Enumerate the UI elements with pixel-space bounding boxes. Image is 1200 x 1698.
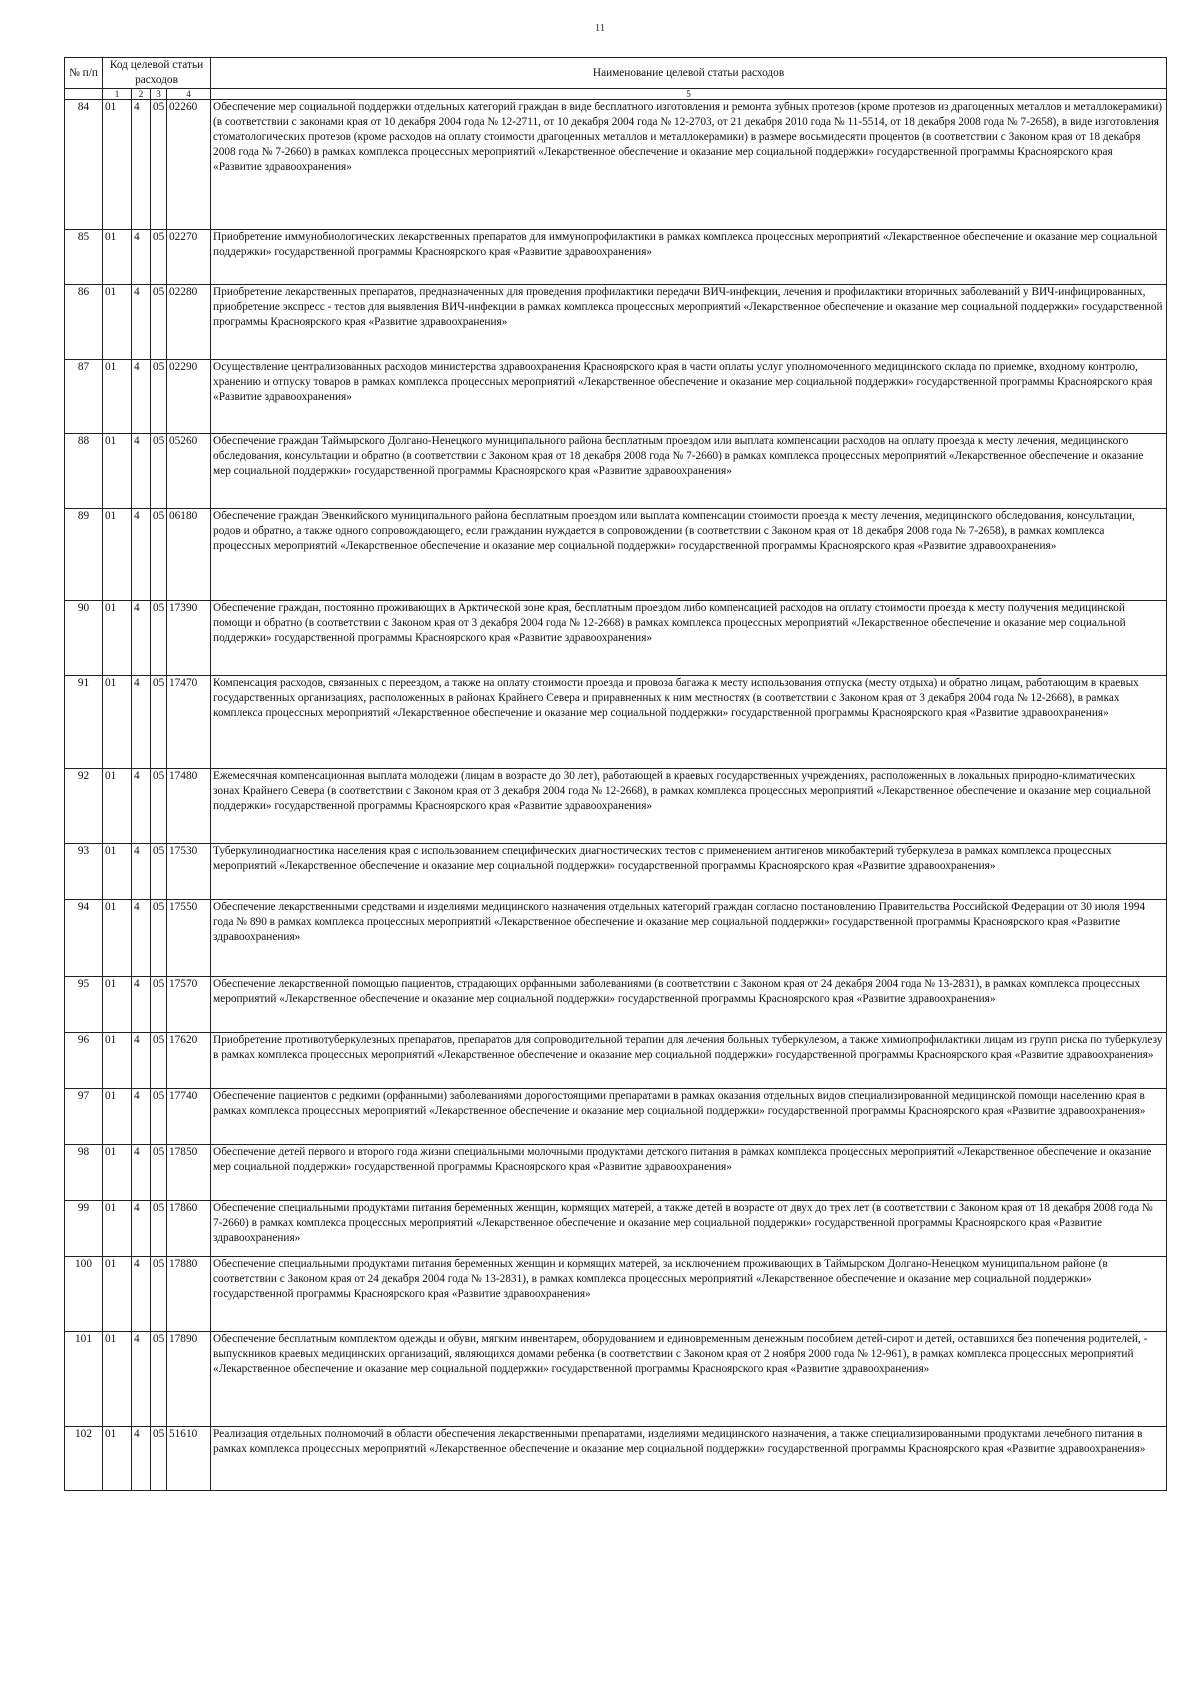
code-part-2-cell: 4 <box>132 844 151 900</box>
code-part-3-cell: 05 <box>151 977 167 1033</box>
article-name-cell: Компенсация расходов, связанных с переездом, а также на оплату стоимости проезда и провоза багажа к месту использования отпуска (месту отдыха) и обратно лицам, работающим в краевых государственных организациях, расположенных в районах Крайнего Севера и приравненных к ним местностях (в соответствии с Законом края от 3 декабря 2004 года № 12-2668), в рамках комплекса процессных мероприятий «Лекарственное обеспечение и оказание мер социальной поддержки» государственной программы Красноярского края «Развитие здравоохранения» <box>211 676 1167 769</box>
row-number-cell: 92 <box>65 769 103 844</box>
code-part-2-cell: 4 <box>132 1201 151 1257</box>
code-part-1-cell: 01 <box>103 1257 132 1332</box>
code-part-1-cell: 01 <box>103 1332 132 1427</box>
code-part-1-cell: 01 <box>103 900 132 977</box>
code-part-3-cell: 05 <box>151 1033 167 1089</box>
code-part-2-cell: 4 <box>132 601 151 676</box>
row-number-cell: 84 <box>65 100 103 230</box>
code-part-3-cell: 05 <box>151 509 167 601</box>
code-part-1-cell: 01 <box>103 230 132 285</box>
code-part-2-cell: 4 <box>132 230 151 285</box>
code-part-1-cell: 01 <box>103 285 132 360</box>
table-row <box>65 769 1167 844</box>
article-name-cell: Приобретение иммунобиологических лекарственных препаратов для иммунопрофилактики в рамках комплекса процессных мероприятий «Лекарственное обеспечение и оказание мер социальной поддержки» государственной программы Красноярского края «Развитие здравоохранения» <box>211 230 1167 285</box>
code-part-4-cell: 06180 <box>167 509 211 601</box>
code-part-4-cell: 02260 <box>167 100 211 230</box>
code-part-1-cell: 01 <box>103 676 132 769</box>
header-col-number: 3 <box>151 89 167 100</box>
table-row <box>65 1201 1167 1257</box>
code-part-2-cell: 4 <box>132 434 151 509</box>
code-part-3-cell: 05 <box>151 769 167 844</box>
code-part-2-cell: 4 <box>132 1145 151 1201</box>
row-number-cell: 96 <box>65 1033 103 1089</box>
code-part-3-cell: 05 <box>151 285 167 360</box>
code-part-3-cell: 05 <box>151 900 167 977</box>
article-name-cell: Приобретение лекарственных препаратов, предназначенных для проведения профилактики передачи ВИЧ-инфекции, лечения и профилактики вторичных заболеваний у ВИЧ-инфицированных, приобретение экспресс - тестов для выявления ВИЧ-инфекции в рамках комплекса процессных мероприятий «Лекарственное обеспечение и оказание мер социальной поддержки» государственной программы Красноярского края «Развитие здравоохранения» <box>211 285 1167 360</box>
table-row <box>65 1145 1167 1201</box>
header-name: Наименование целевой статьи расходов <box>211 58 1167 89</box>
code-part-3-cell: 05 <box>151 1257 167 1332</box>
row-number-cell: 94 <box>65 900 103 977</box>
code-part-1-cell: 01 <box>103 100 132 230</box>
code-part-4-cell: 17480 <box>167 769 211 844</box>
code-part-2-cell: 4 <box>132 977 151 1033</box>
code-part-1-cell: 01 <box>103 601 132 676</box>
article-name-cell: Обеспечение граждан Эвенкийского муниципального района бесплатным проездом или выплата компенсации стоимости проезда к месту лечения, медицинского обследования, консультации, родов и обратно, а также одного сопровождающего, если гражданин нуждается в сопровождении (в соответствии с Законом края от 18 декабря 2008 года № 7-2658), в рамках комплекса процессных мероприятий «Лекарственное обеспечение и оказание мер социальной поддержки» государственной программы Красноярского края «Развитие здравоохранения» <box>211 509 1167 601</box>
row-number-cell: 86 <box>65 285 103 360</box>
code-part-4-cell: 17880 <box>167 1257 211 1332</box>
table-row <box>65 285 1167 360</box>
code-part-2-cell: 4 <box>132 285 151 360</box>
header-col-number: 5 <box>211 89 1167 100</box>
row-number-cell: 90 <box>65 601 103 676</box>
table-row <box>65 1089 1167 1145</box>
code-part-1-cell: 01 <box>103 1033 132 1089</box>
code-part-4-cell: 17390 <box>167 601 211 676</box>
header-col-number: 2 <box>132 89 151 100</box>
table-row <box>65 1257 1167 1332</box>
code-part-4-cell: 17470 <box>167 676 211 769</box>
row-number-cell: 98 <box>65 1145 103 1201</box>
article-name-cell: Реализация отдельных полномочий в области обеспечения лекарственными препаратами, изделиями медицинского назначения, а также специализированными продуктами лечебного питания в рамках комплекса процессных мероприятий «Лекарственное обеспечение и оказание мер социальной поддержки» государственной программы Красноярского края «Развитие здравоохранения» <box>211 1427 1167 1491</box>
article-name-cell: Приобретение противотуберкулезных препаратов, препаратов для сопроводительной терапии для лечения больных туберкулезом, а также химиопрофилактики лицам из групп риска по туберкулезу в рамках комплекса процессных мероприятий «Лекарственное обеспечение и оказание мер социальной поддержки» государственной программы Красноярского края «Развитие здравоохранения» <box>211 1033 1167 1089</box>
code-part-3-cell: 05 <box>151 1427 167 1491</box>
table-row <box>65 900 1167 977</box>
table-row <box>65 360 1167 434</box>
row-number-cell: 101 <box>65 1332 103 1427</box>
header-col-number: 4 <box>167 89 211 100</box>
code-part-2-cell: 4 <box>132 1427 151 1491</box>
code-part-4-cell: 17570 <box>167 977 211 1033</box>
code-part-2-cell: 4 <box>132 900 151 977</box>
code-part-2-cell: 4 <box>132 1033 151 1089</box>
row-number-cell: 97 <box>65 1089 103 1145</box>
code-part-1-cell: 01 <box>103 1145 132 1201</box>
code-part-2-cell: 4 <box>132 1089 151 1145</box>
row-number-cell: 93 <box>65 844 103 900</box>
header-row-number: № п/п <box>65 58 103 89</box>
code-part-3-cell: 05 <box>151 601 167 676</box>
code-part-4-cell: 17860 <box>167 1201 211 1257</box>
table-row <box>65 844 1167 900</box>
article-name-cell: Обеспечение мер социальной поддержки отдельных категорий граждан в виде бесплатного изготовления и ремонта зубных протезов (кроме протезов из драгоценных металлов и металлокерамики) (в соответствии с законами края от 10 декабря 2004 года № 12-2711, от 10 декабря 2004 года № 12-2703, от 21 декабря 2010 года № 11-5514, от 18 декабря 2008 года № 7-2658), в виде изготовления стоматологических протезов (кроме расходов на оплату стоимости драгоценных металлов и металлокерамики) в размере восьмидесяти процентов (в соответствии с Законом края от 18 декабря 2008 года № 7-2660) в рамках комплекса процессных мероприятий «Лекарственное обеспечение и оказание мер социальной поддержки» государственной программы Красноярского края «Развитие здравоохранения» <box>211 100 1167 230</box>
code-part-1-cell: 01 <box>103 1089 132 1145</box>
table-row <box>65 601 1167 676</box>
code-part-1-cell: 01 <box>103 844 132 900</box>
row-number-cell: 100 <box>65 1257 103 1332</box>
code-part-3-cell: 05 <box>151 230 167 285</box>
article-name-cell: Обеспечение пациентов с редкими (орфанными) заболеваниями дорогостоящими препаратами в рамках оказания отдельных видов специализированной медицинской помощи населению края в рамках комплекса процессных мероприятий «Лекарственное обеспечение и оказание мер социальной поддержки» государственной программы Красноярского края «Развитие здравоохранения» <box>211 1089 1167 1145</box>
article-name-cell: Обеспечение лекарственными средствами и изделиями медицинского назначения отдельных категорий граждан согласно постановлению Правительства Российской Федерации от 30 июля 1994 года № 890 в рамках комплекса процессных мероприятий «Лекарственное обеспечение и оказание мер социальной поддержки» государственной программы Красноярского края «Развитие здравоохранения» <box>211 900 1167 977</box>
article-name-cell: Обеспечение бесплатным комплектом одежды и обуви, мягким инвентарем, оборудованием и единовременным денежным пособием детей-сирот и детей, оставшихся без попечения родителей, - выпускников краевых медицинских организаций, являющихся домами ребенка (в соответствии с Законом края от 2 ноября 2000 года № 12-961), в рамках комплекса процессных мероприятий «Лекарственное обеспечение и оказание мер социальной поддержки» государственной программы Красноярского края «Развитие здравоохранения» <box>211 1332 1167 1427</box>
code-part-1-cell: 01 <box>103 434 132 509</box>
article-name-cell: Туберкулинодиагностика населения края с использованием специфических диагностических тестов с применением антигенов микобактерий туберкулеза в рамках комплекса процессных мероприятий «Лекарственное обеспечение и оказание мер социальной поддержки» государственной программы Красноярского края «Развитие здравоохранения» <box>211 844 1167 900</box>
table-row <box>65 100 1167 230</box>
code-part-2-cell: 4 <box>132 1332 151 1427</box>
table-row <box>65 977 1167 1033</box>
row-number-cell: 91 <box>65 676 103 769</box>
article-name-cell: Ежемесячная компенсационная выплата молодежи (лицам в возрасте до 30 лет), работающей в краевых государственных учреждениях, расположенных в локальных природно-климатических зонах Крайнего Севера (в соответствии с Законом края от 3 декабря 2004 года № 12-2668), в рамках комплекса процессных мероприятий «Лекарственное обеспечение и оказание мер социальной поддержки» государственной программы Красноярского края «Развитие здравоохранения» <box>211 769 1167 844</box>
code-part-2-cell: 4 <box>132 360 151 434</box>
target-articles-table <box>64 57 1167 1491</box>
code-part-1-cell: 01 <box>103 1201 132 1257</box>
code-part-4-cell: 02290 <box>167 360 211 434</box>
code-part-3-cell: 05 <box>151 1332 167 1427</box>
code-part-4-cell: 17850 <box>167 1145 211 1201</box>
code-part-1-cell: 01 <box>103 977 132 1033</box>
header-code: Код целевой статьи расходов <box>103 58 211 89</box>
code-part-4-cell: 05260 <box>167 434 211 509</box>
table-body <box>65 100 1167 1491</box>
row-number-cell: 88 <box>65 434 103 509</box>
article-name-cell: Обеспечение специальными продуктами питания беременных женщин, кормящих матерей, а также детей в возрасте от двух до трех лет (в соответствии с Законом края от 18 декабря 2008 года № 7-2660) в рамках комплекса процессных мероприятий «Лекарственное обеспечение и оказание мер социальной поддержки» государственной программы Красноярского края «Развитие здравоохранения» <box>211 1201 1167 1257</box>
row-number-cell: 102 <box>65 1427 103 1491</box>
code-part-3-cell: 05 <box>151 434 167 509</box>
code-part-3-cell: 05 <box>151 1145 167 1201</box>
table-row <box>65 1427 1167 1491</box>
article-name-cell: Обеспечение лекарственной помощью пациентов, страдающих орфанными заболеваниями (в соответствии с Законом края от 24 декабря 2004 года № 13-2831), в рамках комплекса процессных мероприятий «Лекарственное обеспечение и оказание мер социальной поддержки» государственной программы Красноярского края «Развитие здравоохранения» <box>211 977 1167 1033</box>
code-part-4-cell: 51610 <box>167 1427 211 1491</box>
header-col-number: 1 <box>103 89 132 100</box>
article-name-cell: Осуществление централизованных расходов министерства здравоохранения Красноярского края в части оплаты услуг уполномоченного медицинского склада по приемке, входному контролю, хранению и отпуску товаров в рамках комплекса процессных мероприятий «Лекарственное обеспечение и оказание мер социальной поддержки» государственной программы Красноярского края «Развитие здравоохранения» <box>211 360 1167 434</box>
table-row <box>65 434 1167 509</box>
code-part-3-cell: 05 <box>151 360 167 434</box>
code-part-1-cell: 01 <box>103 360 132 434</box>
article-name-cell: Обеспечение специальными продуктами питания беременных женщин и кормящих матерей, за исключением проживающих в Таймырском Долгано-Ненецком муниципальном районе (в соответствии с Законом края от 24 декабря 2004 года № 13-2831), в рамках комплекса процессных мероприятий «Лекарственное обеспечение и оказание мер социальной поддержки» государственной программы Красноярского края «Развитие здравоохранения» <box>211 1257 1167 1332</box>
table-row <box>65 1033 1167 1089</box>
code-part-1-cell: 01 <box>103 769 132 844</box>
code-part-4-cell: 02270 <box>167 230 211 285</box>
code-part-4-cell: 02280 <box>167 285 211 360</box>
code-part-4-cell: 17890 <box>167 1332 211 1427</box>
code-part-4-cell: 17550 <box>167 900 211 977</box>
table-row <box>65 230 1167 285</box>
code-part-2-cell: 4 <box>132 100 151 230</box>
code-part-4-cell: 17740 <box>167 1089 211 1145</box>
code-part-3-cell: 05 <box>151 676 167 769</box>
code-part-3-cell: 05 <box>151 1089 167 1145</box>
code-part-4-cell: 17530 <box>167 844 211 900</box>
code-part-3-cell: 05 <box>151 100 167 230</box>
table-row <box>65 676 1167 769</box>
row-number-cell: 89 <box>65 509 103 601</box>
row-number-cell: 87 <box>65 360 103 434</box>
table-row <box>65 1332 1167 1427</box>
article-name-cell: Обеспечение граждан, постоянно проживающих в Арктической зоне края, бесплатным проездом либо компенсацией расходов на оплату стоимости проезда к месту получения медицинской помощи и обратно (в соответствии с Законом края от 3 декабря 2004 года № 12-2668) в рамках комплекса процессных мероприятий «Лекарственное обеспечение и оказание мер социальной поддержки» государственной программы Красноярского края «Развитие здравоохранения» <box>211 601 1167 676</box>
header-col-number <box>65 89 103 100</box>
article-name-cell: Обеспечение граждан Таймырского Долгано-Ненецкого муниципального района бесплатным проездом или выплата компенсации расходов на оплату проезда к месту лечения, медицинского обследования, консультации и обратно (в соответствии с Законом края от 18 декабря 2008 года № 7-2660) в рамках комплекса процессных мероприятий «Лекарственное обеспечение и оказание мер социальной поддержки» государственной программы Красноярского края «Развитие здравоохранения» <box>211 434 1167 509</box>
table-row <box>65 509 1167 601</box>
code-part-3-cell: 05 <box>151 1201 167 1257</box>
code-part-1-cell: 01 <box>103 509 132 601</box>
page-number: 11 <box>594 22 606 34</box>
row-number-cell: 95 <box>65 977 103 1033</box>
code-part-2-cell: 4 <box>132 676 151 769</box>
table-header <box>65 58 1167 100</box>
code-part-2-cell: 4 <box>132 509 151 601</box>
row-number-cell: 85 <box>65 230 103 285</box>
code-part-3-cell: 05 <box>151 844 167 900</box>
article-name-cell: Обеспечение детей первого и второго года жизни специальными молочными продуктами детского питания в рамках комплекса процессных мероприятий «Лекарственное обеспечение и оказание мер социальной поддержки» государственной программы Красноярского края «Развитие здравоохранения» <box>211 1145 1167 1201</box>
code-part-2-cell: 4 <box>132 1257 151 1332</box>
code-part-2-cell: 4 <box>132 769 151 844</box>
code-part-4-cell: 17620 <box>167 1033 211 1089</box>
code-part-1-cell: 01 <box>103 1427 132 1491</box>
row-number-cell: 99 <box>65 1201 103 1257</box>
